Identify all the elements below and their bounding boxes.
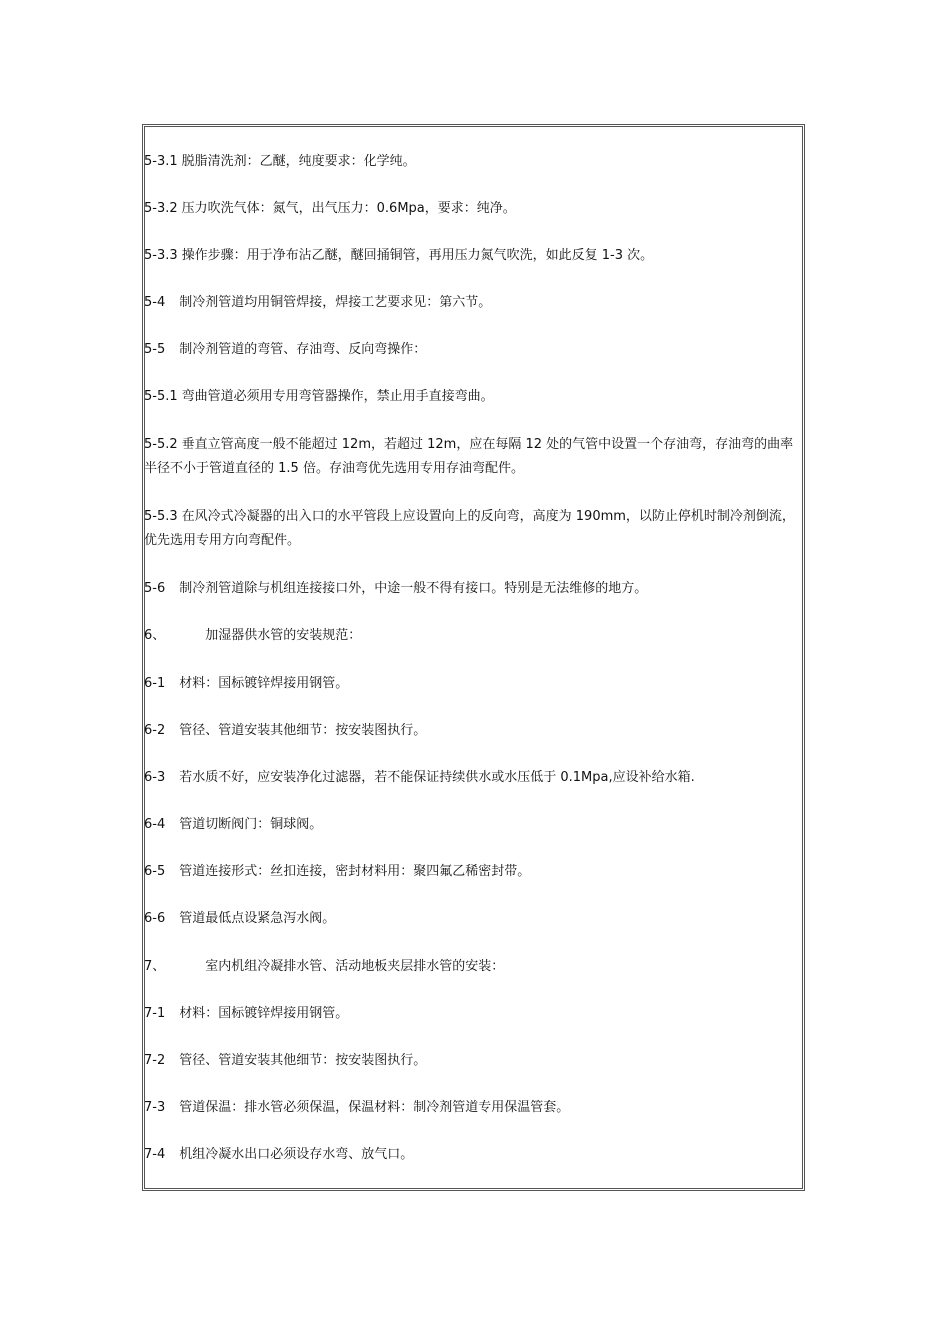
- clause-text: 若水质不好，应安装净化过滤器，若不能保证持续供水或水压低于 0.1Mpa,应设补给水箱.: [179, 770, 695, 785]
- paragraph-7-2: [144, 1049, 800, 1073]
- paragraph-5-3-2: [144, 197, 800, 221]
- paragraph-5-5-3: [144, 505, 800, 553]
- paragraph-5-4: [144, 291, 800, 315]
- clause-text: 压力吹洗气体：氮气，出气压力：0.6Mpa，要求：纯净。: [181, 201, 516, 216]
- section-6-heading: [144, 624, 800, 648]
- section-title: 加湿器供水管的安装规范：: [205, 628, 362, 643]
- section-title: 室内机组冷凝排水管、活动地板夹层排水管的安装：: [205, 959, 505, 974]
- paragraph-7-3: [144, 1096, 800, 1120]
- clause-number: 5-3.3: [144, 248, 178, 263]
- paragraph-5-6: [144, 577, 800, 601]
- clause-number: 5-5.1: [144, 389, 178, 404]
- paragraph-6-2: [144, 719, 800, 743]
- paragraph-7-1: [144, 1002, 800, 1026]
- clause-text: 管道最低点设紧急泻水阀。: [179, 911, 336, 926]
- clause-text: 操作步骤：用于净布沾乙醚，醚回捅铜管，再用压力氮气吹洗，如此反复 1-3 次。: [181, 248, 654, 263]
- section-number: 7、: [144, 959, 166, 974]
- clause-text: 制冷剂管道均用铜管焊接，焊接工艺要求见：第六节。: [179, 295, 492, 310]
- clause-number: 5-3.2: [144, 201, 178, 216]
- clause-number: 6-5: [144, 864, 166, 879]
- paragraph-5-5: [144, 338, 800, 362]
- clause-number: 7-2: [144, 1053, 166, 1068]
- paragraph-5-5-2: [144, 433, 800, 481]
- section-7-heading: [144, 955, 800, 979]
- clause-number: 6-3: [144, 770, 166, 785]
- paragraph-5-5-1: [144, 385, 800, 409]
- clause-text: 管道连接形式：丝扣连接，密封材料用：聚四氟乙稀密封带。: [179, 864, 531, 879]
- clause-text: 垂直立管高度一般不能超过 12m，若超过 12m，应在每隔 12 处的气管中设置一个存油弯，存油弯的曲率半径不小于管道直径的 1.5 倍。存油弯优先选用专用存油弯配件。: [144, 437, 794, 476]
- clause-number: 6-2: [144, 723, 166, 738]
- clause-number: 5-6: [144, 581, 166, 596]
- clause-number: 5-3.1: [144, 154, 178, 169]
- clause-number: 5-5.3: [144, 509, 178, 524]
- paragraph-6-5: [144, 860, 800, 884]
- clause-text: 材料：国标镀锌焊接用钢管。: [179, 1006, 349, 1021]
- clause-text: 制冷剂管道的弯管、存油弯、反向弯操作：: [179, 342, 427, 357]
- paragraph-6-1: [144, 672, 800, 696]
- clause-text: 弯曲管道必须用专用弯管器操作，禁止用手直接弯曲。: [181, 389, 494, 404]
- paragraph-5-3-1: [144, 150, 800, 174]
- clause-number: 5-5: [144, 342, 166, 357]
- document-frame: [142, 124, 805, 1191]
- section-number: 6、: [144, 628, 166, 643]
- paragraph-7-4: [144, 1143, 800, 1167]
- clause-number: 5-5.2: [144, 437, 178, 452]
- clause-number: 7-1: [144, 1006, 166, 1021]
- clause-text: 管道保温：排水管必须保温，保温材料：制冷剂管道专用保温管套。: [179, 1100, 570, 1115]
- paragraph-6-4: [144, 813, 800, 837]
- paragraph-5-3-3: [144, 244, 800, 268]
- clause-text: 管径、管道安装其他细节：按安装图执行。: [179, 723, 427, 738]
- clause-text: 在风冷式冷凝器的出入口的水平管段上应设置向上的反向弯，高度为 190mm，以防止停机时制冷剂倒流，优先选用专用方向弯配件。: [144, 509, 795, 548]
- clause-number: 5-4: [144, 295, 166, 310]
- paragraph-6-3: [144, 766, 800, 790]
- clause-text: 机组冷凝水出口必须设存水弯、放气口。: [179, 1147, 414, 1162]
- clause-number: 6-1: [144, 676, 166, 691]
- clause-text: 制冷剂管道除与机组连接接口外，中途一般不得有接口。特别是无法维修的地方。: [179, 581, 648, 596]
- clause-number: 6-6: [144, 911, 166, 926]
- clause-text: 管径、管道安装其他细节：按安装图执行。: [179, 1053, 427, 1068]
- paragraph-6-6: [144, 907, 800, 931]
- clause-text: 管道切断阀门：铜球阀。: [179, 817, 323, 832]
- clause-text: 脱脂清洗剂：乙醚，纯度要求：化学纯。: [181, 154, 416, 169]
- clause-number: 7-3: [144, 1100, 166, 1115]
- clause-number: 6-4: [144, 817, 166, 832]
- clause-number: 7-4: [144, 1147, 166, 1162]
- clause-text: 材料：国标镀锌焊接用钢管。: [179, 676, 349, 691]
